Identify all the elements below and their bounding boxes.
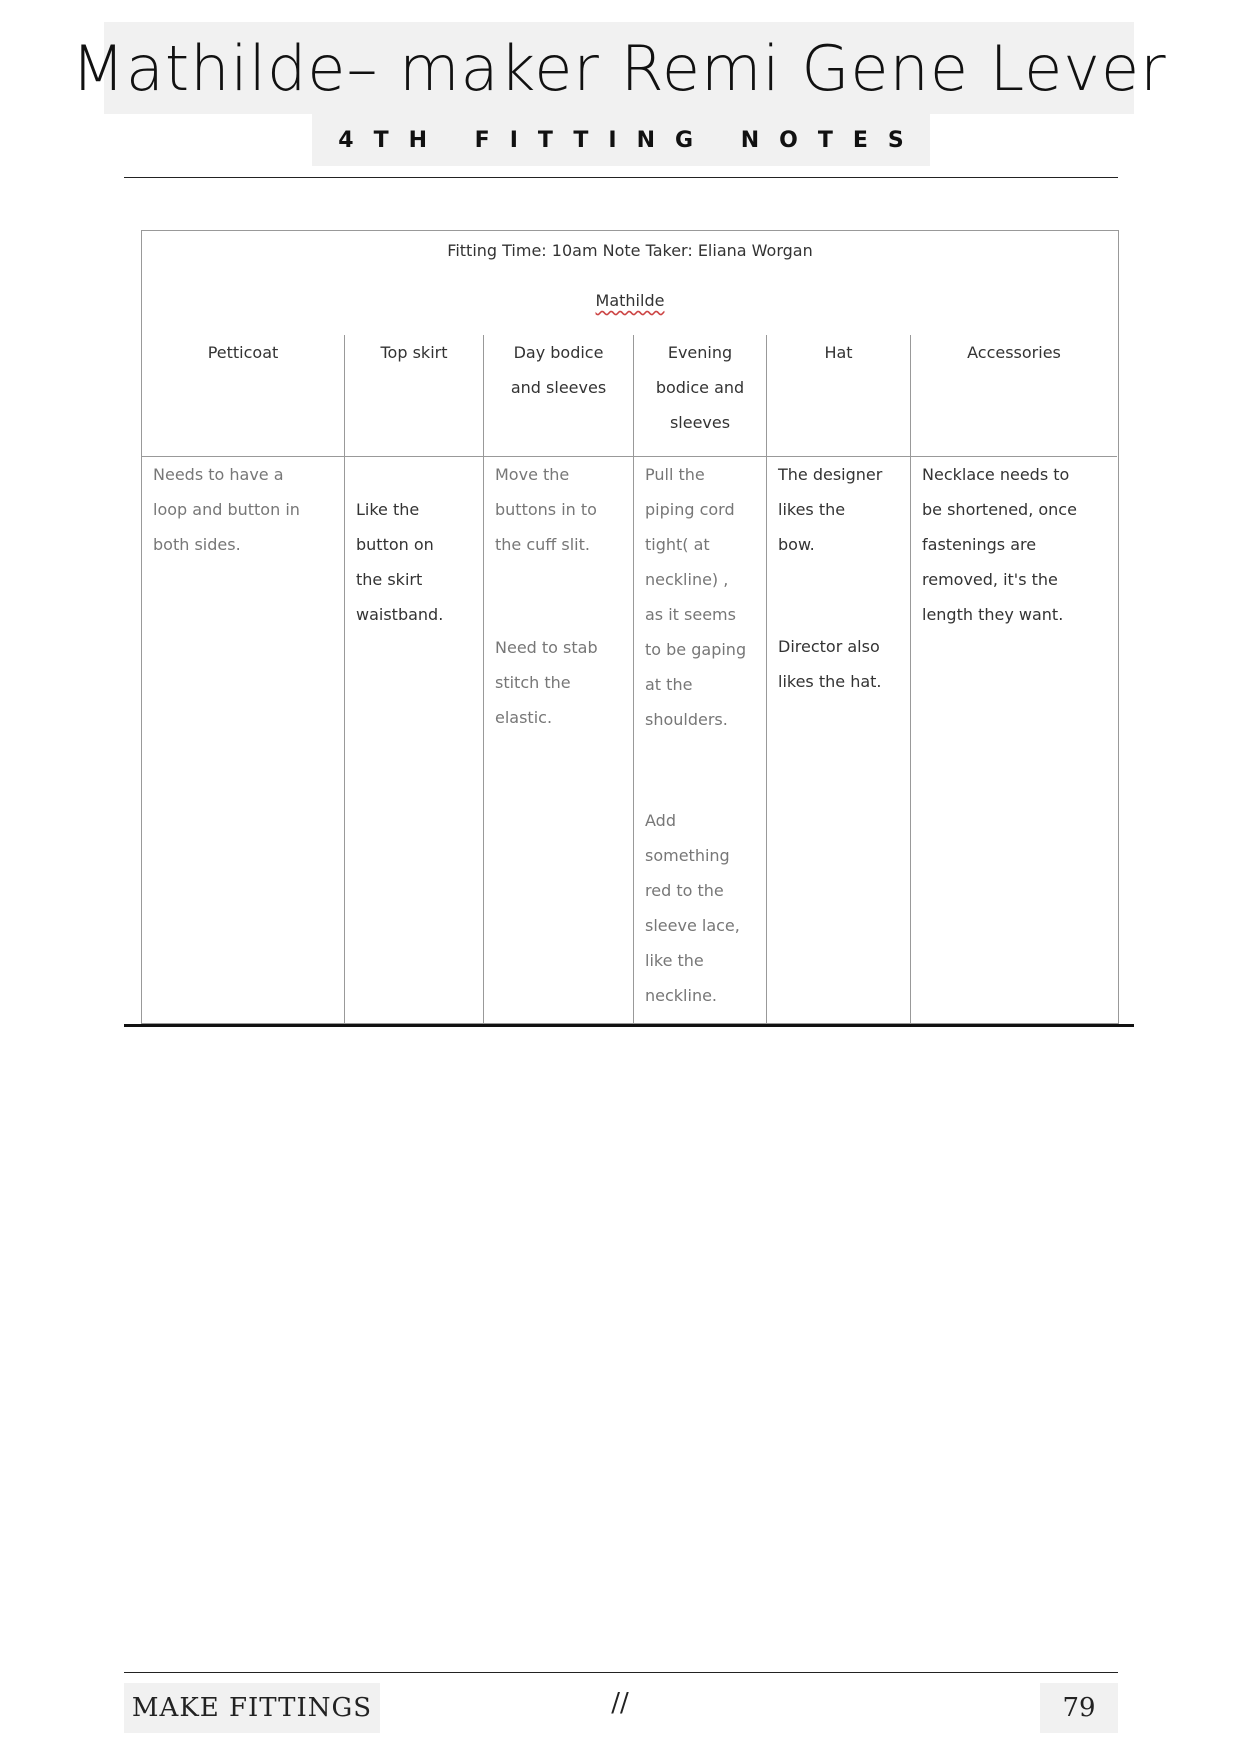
header-line: sleeves (669, 413, 731, 432)
header-line: bodice and (655, 378, 745, 397)
note-line: neckline. (645, 986, 718, 1005)
table-bottom-rule (124, 1024, 1134, 1027)
footer-separator: // (611, 1688, 629, 1718)
footer-divider (124, 1672, 1118, 1673)
note-line: like the (645, 951, 704, 970)
note-line: sleeve lace, (645, 916, 740, 935)
note-line: button on (356, 535, 434, 554)
header-line: Day bodice (513, 343, 604, 362)
note-line: shoulders. (645, 710, 728, 729)
note-line: bow. (778, 535, 815, 554)
fitting-notes-table (141, 230, 1119, 1024)
header-line: Top skirt (380, 343, 448, 362)
note-line: waistband. (356, 605, 444, 624)
note-line: fastenings are (922, 535, 1037, 554)
notes-cell-top-skirt (344, 457, 483, 1023)
page-subtitle: 4TH FITTING NOTES (338, 127, 924, 153)
notes-cell-day-bodice (483, 457, 633, 1023)
table-grid (142, 335, 1118, 1023)
note-line: likes the hat. (778, 672, 882, 691)
note-line: Director also (778, 637, 880, 656)
note-line: removed, it's the (922, 570, 1058, 589)
note-line: The designer (778, 465, 883, 484)
note-line: likes the (778, 500, 846, 519)
page-title: Mathilde– maker Remi Gene Lever (71, 31, 1167, 105)
table-character-name (142, 291, 1118, 310)
note-line: length they want. (922, 605, 1064, 624)
column-header-evening-bodice (633, 335, 766, 457)
note-line: stitch the (495, 673, 571, 692)
page-number: 79 (1040, 1683, 1118, 1733)
note-line: piping cord (645, 500, 735, 519)
header-line: and sleeves (510, 378, 607, 397)
top-divider (124, 177, 1118, 178)
note-line: at the (645, 675, 693, 694)
note-line: something (645, 846, 730, 865)
column-header-day-bodice (483, 335, 633, 457)
note-line: red to the (645, 881, 724, 900)
table-meta-line: Fitting Time: 10am Note Taker: Eliana Worgan (447, 241, 813, 260)
header-line: Accessories (967, 343, 1061, 362)
note-line: Move the (495, 465, 570, 484)
header-line: Evening (667, 343, 733, 362)
footer-section-label: MAKE FITTINGS (124, 1683, 380, 1733)
note-line: Pull the (645, 465, 705, 484)
note-line: to be gaping (645, 640, 747, 659)
note-line: Needs to have a (153, 465, 284, 484)
note-line: Add (645, 811, 676, 830)
note-line: loop and button in (153, 500, 300, 519)
character-name-text: Mathilde (595, 291, 665, 310)
note-line: tight( at (645, 535, 710, 554)
column-header-hat (766, 335, 910, 457)
header-line: Petticoat (207, 343, 279, 362)
column-header-petticoat (142, 335, 344, 457)
note-line: buttons in to (495, 500, 597, 519)
note-line: as it seems (645, 605, 736, 624)
note-line: both sides. (153, 535, 241, 554)
header-line: Hat (824, 343, 853, 362)
notes-cell-hat (766, 457, 910, 1023)
subtitle-band (312, 114, 930, 166)
note-line: be shortened, once (922, 500, 1077, 519)
notes-cell-accessories (910, 457, 1117, 1023)
note-line: Necklace needs to (922, 465, 1070, 484)
notes-cell-petticoat (142, 457, 344, 1023)
note-line: Need to stab (495, 638, 598, 657)
note-line: Like the (356, 500, 420, 519)
title-band (71, 22, 1167, 114)
notes-cell-evening-bodice (633, 457, 766, 1023)
note-line: the skirt (356, 570, 423, 589)
column-header-accessories (910, 335, 1117, 457)
note-line: elastic. (495, 708, 553, 727)
column-header-top-skirt (344, 335, 483, 457)
note-line: the cuff slit. (495, 535, 590, 554)
note-line: neckline) , (645, 570, 729, 589)
